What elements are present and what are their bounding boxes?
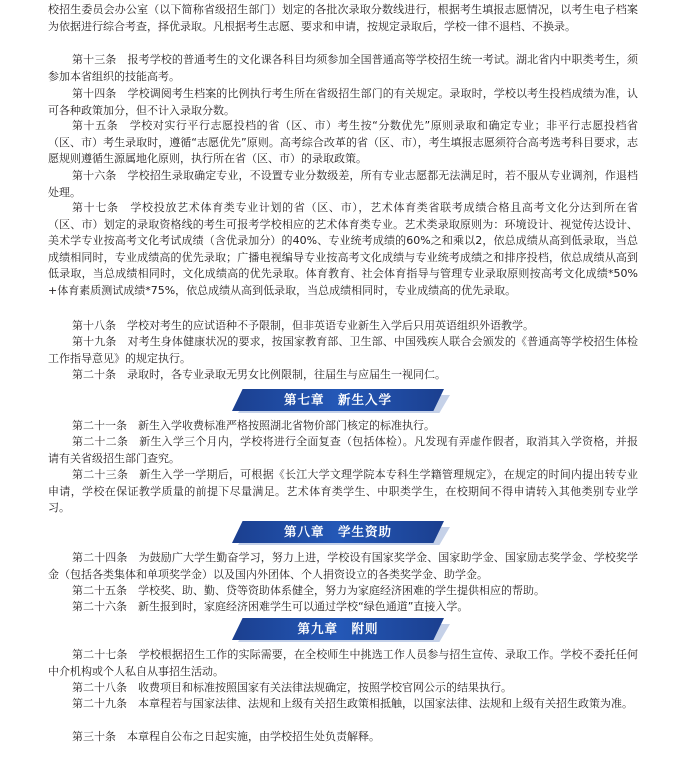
article-28: 第二十八条 收费项目和标准按照国家有关法律法规确定，按照学校官网公示的结果执行。 — [72, 681, 512, 694]
chapter-8-title: 第八章 学生资助 — [283, 524, 392, 539]
chapter-7-banner — [232, 389, 444, 411]
chapter-7-title: 第七章 新生入学 — [283, 392, 392, 407]
article-29: 第二十九条 本章程若与国家法律、法规和上级有关招生政策相抵触，以国家法律、法规和上级有关招生政策为准。 — [72, 697, 633, 710]
chapter-8-banner — [232, 521, 444, 543]
article-22: 第二十二条 新生入学三个月内，学校将进行全面复查（包括体检）。凡发现有弄虚作假者，取消其入学资格，并报请有关省级招生部门查究。 — [48, 435, 638, 465]
article-16: 第十六条 学校招生录取确定专业，不设置专业分数级差，所有专业志愿都无法满足时，若不服从专业调剂，作退档处理。 — [48, 169, 638, 199]
article-27: 第二十七条 学校根据招生工作的实际需要，在全校师生中挑选工作人员参与招生宣传、录取工作。学校不委托任何中介机构或个人私自从事招生活动。 — [48, 648, 638, 678]
article-17: 第十七条 学校投放艺术体育类专业计划的省（区、市），艺术体育类省联考成绩合格且高考文化分达到所在省（区、市）划定的录取资格线的考生可报考学校相应的艺术体育类专业。艺术类录取原则为：环境设计、视觉传达设计、美术学专业按高考文化考试成绩（含优录加分）的40%、专业统考成绩的60%之和乘以2，依总成绩从高到低录取，当总成绩相同时，专业成绩高的优先录取；广播电视编导专业按高考文化成绩与专业统考成绩之和排序投档，依总成绩从高到低录取，当总成绩相同时，文化成绩高的优先录取。体育教育、社会体育指导与管理专业录取原则按高考文化成绩*50%+体育素质测试成绩*75%，依总成绩从高到低录取，当总成绩相同时，专业成绩高的优先录取。 — [48, 201, 638, 297]
paragraph-admission-basis: 校招生委员会办公室（以下简称省级招生部门）划定的各批次录取分数线进行，根据考生填报志愿情况，以考生电子档案为依据进行综合考查，择优录取。凡根据考生志愿、要求和申请，按规定录取后，学校一律不退档、不换录。 — [48, 3, 638, 33]
article-24: 第二十四条 为鼓励广大学生勤奋学习，努力上进，学校设有国家奖学金、国家助学金、国家励志奖学金、学校奖学金（包括各类集体和单项奖学金）以及国内外团体、个人捐资设立的各类奖学金、助学金。 — [48, 551, 638, 581]
article-25: 第二十五条 学校奖、助、勤、贷等资助体系健全，努力为家庭经济困难的学生提供相应的帮助。 — [72, 584, 545, 597]
article-19: 第十九条 对考生身体健康状况的要求，按国家教育部、卫生部、中国残疾人联合会颁发的《普通高等学校招生体检工作指导意见》的规定执行。 — [48, 335, 638, 365]
article-20: 第二十条 录取时，各专业录取无男女比例限制，往届生与应届生一视同仁。 — [72, 368, 446, 381]
article-23: 第二十三条 新生入学一学期后，可根据《长江大学文理学院本专科生学籍管理规定》，在规定的时间内提出转专业申请，学校在保证教学质量的前提下尽量满足。艺术体育类学生、中职类学生，在校期间不得申请转入其他类别专业学习。 — [48, 468, 638, 515]
article-15: 第十五条 学校对实行平行志愿投档的省（区、市）考生按“分数优先”原则录取和确定专业；非平行志愿投档省（区、市）考生录取时，遵循“志愿优先”原则。高考综合改革的省（区、市），考生填报志愿须符合高考选考科目要求，志愿规则遵循生源属地化原则，执行所在省（区、市）的录取政策。 — [48, 119, 638, 166]
article-30: 第三十条 本章程自公布之日起实施，由学校招生处负责解释。 — [72, 730, 380, 743]
chapter-9-banner — [232, 618, 444, 640]
article-18: 第十八条 学校对考生的应试语种不予限制，但非英语专业新生入学后只用英语组织外语教学。 — [72, 319, 534, 332]
article-21: 第二十一条 新生入学收费标准严格按照湖北省物价部门核定的标准执行。 — [72, 419, 435, 432]
article-14: 第十四条 学校调阅考生档案的比例执行考生所在省级招生部门的有关规定。录取时，学校以考生投档成绩为准，认可各种政策加分，但不计入录取分数。 — [48, 87, 638, 117]
article-13: 第十三条 报考学校的普通考生的文化课各科目均须参加全国普通高等学校招生统一考试。湖北省内中职类考生，须参加本省组织的技能高考。 — [48, 53, 638, 83]
chapter-9-title: 第九章 附则 — [297, 621, 379, 636]
article-26: 第二十六条 新生报到时，家庭经济困难学生可以通过学校“绿色通道”直接入学。 — [72, 600, 469, 613]
